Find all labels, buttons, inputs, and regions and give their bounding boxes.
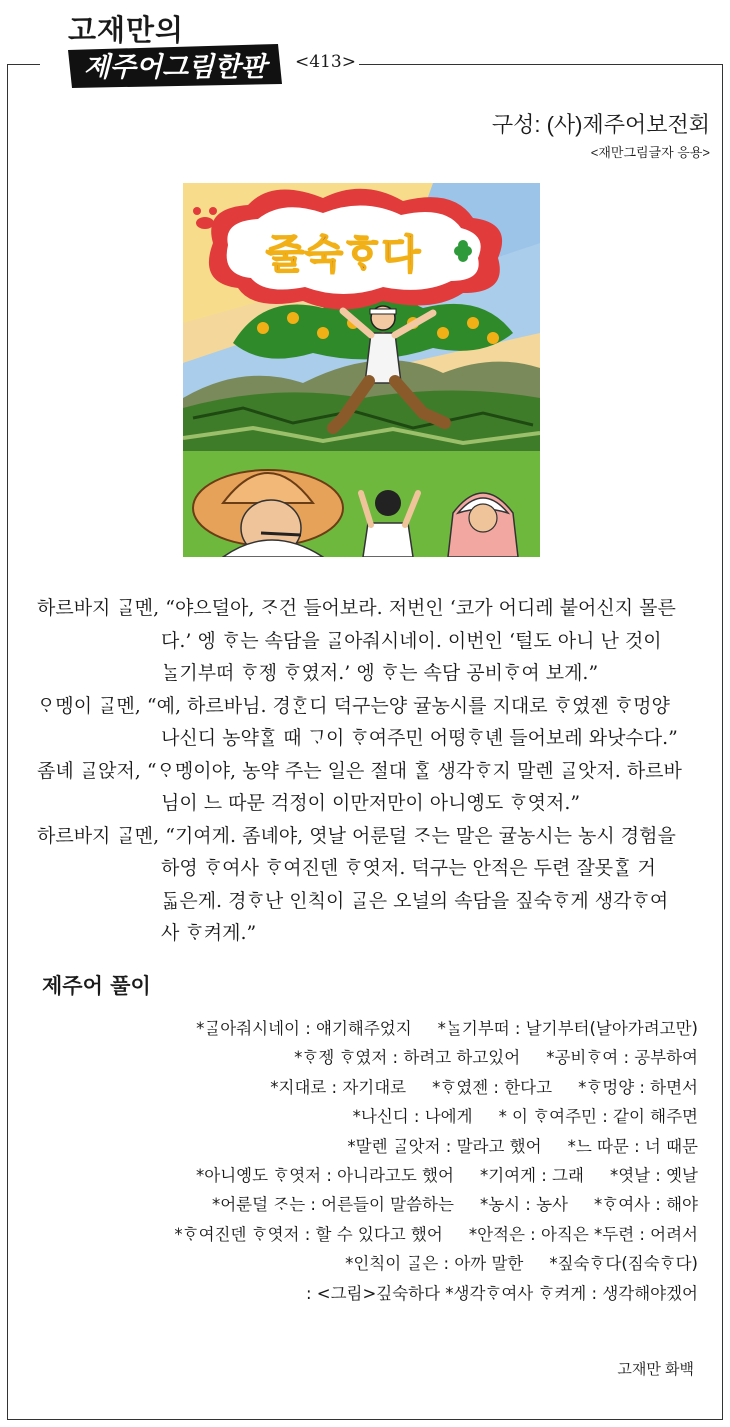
dialogue-line: ᄃᆞᆲ은게. 경ᄒᆞ난 인칙이 ᄀᆞᆯ은 오널의 속담을 짚숙ᄒᆞ게 생각ᄒᆞ여 <box>161 889 669 912</box>
glossary-line <box>174 1073 698 1102</box>
dialogue-line: 하영 ᄒᆞ여사 ᄒᆞ여진덴 ᄒᆞ엿저. 덕구는 안적은 두련 잘못ᄒᆞᆯ 거 <box>161 857 656 879</box>
glossary <box>174 1014 698 1308</box>
glossary-item: * 이 ᄒᆞ여주민 : 같이 해주면 <box>498 1107 698 1127</box>
dialogue-line: 다.’ 엥 ᄒᆞ는 속담을 ᄀᆞᆯ아줘시네이. 이번인 ‘털도 아니 난 것이 <box>161 629 662 652</box>
credit-sub: <재만그림글자 응용> <box>590 145 710 160</box>
brand-logo-text: 제주어그림한판 <box>83 52 267 83</box>
dialogue-paragraph-2 <box>37 690 697 755</box>
glossary-item: *ᄀᆞᆯ아줘시네이 : 얘기해주었지 <box>196 1019 412 1038</box>
credit-main: 구성: (사)제주어보전회 <box>491 112 710 137</box>
glossary-item: *기여게 : 그래 <box>479 1166 584 1186</box>
dialogue-line: 좀녜 ᄀᆞᆯ앉저, “ᄋᆞ멩이야, 농약 주는 일은 절대 ᄒᆞᆯ 생각ᄒᆞ지 말렌 ᄀᆞᆯ앗저. 하르바 <box>37 759 682 782</box>
glossary-item: *ᄒᆞ여진덴 ᄒᆞ엿저 : 할 수 있다고 했어 <box>174 1224 443 1244</box>
glossary-item: *인칙이 ᄀᆞᆯ은 : 아까 말한 <box>345 1254 524 1274</box>
glossary-line <box>174 1014 698 1043</box>
glossary-item: *느 따문 : 너 때문 <box>567 1136 698 1156</box>
glossary-item: *ᄒᆞ여사 : 해야 <box>594 1195 698 1215</box>
dialogue-line: 님이 느 따문 걱정이 이만저만이 아니옝도 ᄒᆞ엿저.” <box>161 792 581 814</box>
glossary-item: *ᄒᆞ젱 ᄒᆞ였저 : 하려고 하고있어 <box>294 1048 521 1068</box>
glossary-item: *ᄂᆞᆯ기부떠 : 날기부터(날아가려고만) <box>437 1019 698 1038</box>
glossary-item: *짚숙ᄒᆞ다(짐숙ᄒᆞ다) <box>549 1254 698 1274</box>
glossary-item: *나신디 : 나에게 <box>352 1107 473 1127</box>
dialogue-paragraph-3 <box>37 755 697 820</box>
glossary-item: : <그림>깊숙하다 *생각ᄒᆞ여사 ᄒᆞ켜게 : 생각해야겠어 <box>305 1283 698 1303</box>
serial-number: <413> <box>292 52 359 72</box>
glossary-item: *아니옝도 ᄒᆞ엿저 : 아니라고도 했어 <box>196 1166 454 1186</box>
glossary-line <box>174 1161 698 1190</box>
glossary-item: *어룬덜 ᄌᆞ는 : 어른들이 말씀하는 <box>211 1195 454 1215</box>
illustration-title: 줄숙ᄒᆞ다 <box>265 232 421 278</box>
glossary-item: *ᄒᆞ였젠 : 한다고 <box>432 1077 553 1097</box>
dialogue-line: 하르바지 ᄀᆞᆯ멘, “기여게. 좀녜야, 엿날 어룬덜 ᄌᆞ는 말은 귤농시는 농시 경험을 <box>37 824 676 847</box>
glossary-item: *공비ᄒᆞ여 : 공부하여 <box>546 1048 698 1068</box>
glossary-line <box>174 1043 698 1072</box>
illustration <box>183 183 540 557</box>
dialogue-line: 나신디 농약ᄒᆞᆯ 때 ᄀᆞ이 ᄒᆞ여주민 어떵ᄒᆞ녠 들어보레 와낫수다.” <box>161 727 678 749</box>
glossary-line <box>174 1249 698 1278</box>
dialogue-paragraph-1 <box>37 592 697 690</box>
glossary-line <box>174 1220 698 1249</box>
glossary-item: *말렌 ᄀᆞᆯ앗저 : 말라고 했어 <box>347 1136 542 1156</box>
glossary-item: *지대로 : 자기대로 <box>270 1077 407 1097</box>
glossary-line <box>174 1132 698 1161</box>
glossary-title: 제주어 풀이 <box>42 974 151 998</box>
glossary-item: *농시 : 농사 <box>479 1195 568 1215</box>
glossary-line <box>174 1279 698 1308</box>
painter-credit: 고재만 화백 <box>617 1361 694 1378</box>
glossary-item: *ᄒᆞ멍양 : 하면서 <box>578 1077 698 1097</box>
brand-logo <box>64 40 286 92</box>
glossary-line <box>174 1102 698 1131</box>
dialogue-line: ᄋᆞ멩이 ᄀᆞᆯ멘, “예, 하르바님. 경ᄒᆞᆫ디 덕구는양 귤농시를 지대로 ᄒᆞ였젠 ᄒᆞ멍양 <box>37 694 670 717</box>
glossary-item: *안적은 : 아직은 *두련 : 어려서 <box>468 1224 698 1244</box>
glossary-line <box>174 1190 698 1219</box>
glossary-item: *엿날 : 옛날 <box>609 1166 698 1186</box>
dialogue-line: ᄂᆞᆯ기부떠 ᄒᆞ젱 ᄒᆞ였저.’ 엥 ᄒᆞ는 속담 공비ᄒᆞ여 보게.” <box>161 662 599 684</box>
dialogue <box>37 592 697 950</box>
brand-small-title: 고재만의 <box>68 13 185 47</box>
dialogue-paragraph-4 <box>37 820 697 950</box>
dialogue-line: 사 ᄒᆞ켜게.” <box>161 922 257 944</box>
dialogue-line: 하르바지 ᄀᆞᆯ멘, “야으덜아, ᄌᆞ건 들어보라. 저번인 ‘코가 어디레 붙어신지 몰른 <box>37 597 676 619</box>
